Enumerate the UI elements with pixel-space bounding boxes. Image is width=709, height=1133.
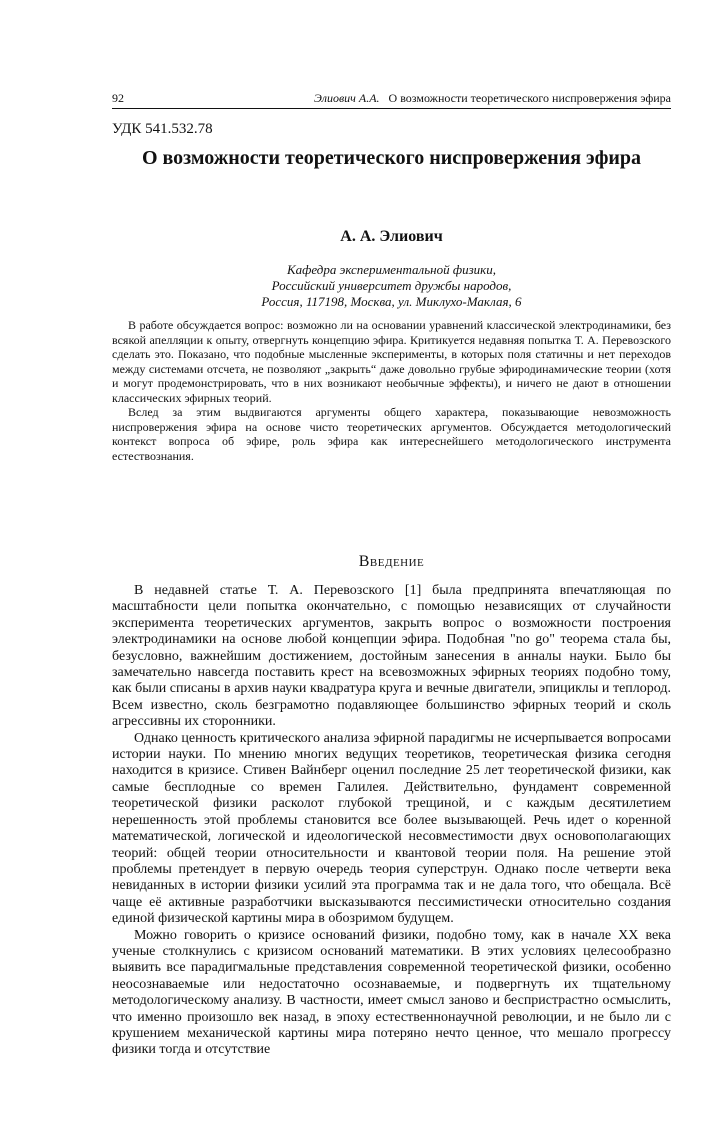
article-title: О возможности теоретического ниспровержения эфира [141, 147, 642, 169]
udc-code: УДК 541.532.78 [112, 121, 213, 137]
running-head [314, 91, 671, 106]
affiliation [112, 262, 671, 310]
affiliation-line: Российский университет дружбы народов, [271, 278, 512, 293]
body-paragraph: В недавней статье Т. А. Перевозского [1] была предпринята впечатляющая по масштабности цели попытка окончательно, с помощью независящих от случайности эксперимента теоретических аргументов, закрыть вопрос о возможности построения электродинамики на основе любой концепции эфира. Подобная "no go" теорема стала бы, безусловно, важнейшим достижением, достойным занесения в анналы науки. Было бы замечательно навсегда поставить крест на всевозможных эфирных теориях подобно тому, как были списаны в архив науки квадратура круга и вечные двигатели, эпициклы и теплород. Всем известно, сколь безграмотно подавляющее большинство эфирных теорий и сколь агрессивны их сторонники. [112, 583, 671, 730]
author-name: А. А. Элиович [340, 228, 443, 245]
running-title: О возможности теоретического ниспровержения эфира [388, 91, 671, 105]
running-author: Элиович А.А. [313, 91, 380, 105]
abstract-paragraph: В работе обсуждается вопрос: возможно ли на основании уравнений классической электродинамики, без всякой апелляции к опыту, отвергнуть концепцию эфира. Критикуется недавняя попытка Т. А. Перевозского сделать это. Показано, что подобные мысленные эксперименты, в которых поля статичны и нет переходов между системами отсчета, не позволяют „закрыть“ даже довольно грубые эфиродинамические теории (хотя и могут продемонстрировать, что в них возникают необычные эффекты), и ничего не дают в отношении классических эфирных теорий. [112, 318, 671, 405]
body-paragraph: Однако ценность критического анализа эфирной парадигмы не исчерпывается вопросами истории науки. По мнению многих ведущих теоретиков, теоретическая физика сегодня находится в кризисе. Стивен Вайнберг оценил последние 25 лет теоретической физики, как самые бесплодные со времен Галилея. Действительно, фундамент современной теоретической физики расколот глубокой трещиной, и с каждым десятилетием нерешенность этой проблемы становится все более вызывающей. Речь идет о коренной математической, логической и идеологической несовместимости двух основополагающих теорий: общей теории относительности и квантовой теории поля. На решение этой проблемы претендует в первую очередь теория суперструн. Однако после четверти века невиданных в истории физики усилий эта программа так и не дала того, что обещала. Всё чаще её активные разработчики высказываются пессимистически относительно создания единой физической картины мира в обозримом будущем. [112, 730, 671, 927]
running-header [112, 91, 671, 109]
affiliation-line: Кафедра экспериментальной физики, [287, 262, 496, 277]
affiliation-line: Россия, 117198, Москва, ул. Миклухо-Маклая, 6 [261, 294, 522, 309]
section-heading: Введение [358, 553, 425, 570]
abstract [112, 318, 671, 463]
abstract-paragraph: Вслед за этим выдвигаются аргументы общего характера, показывающие невозможность ниспровержения эфира на основе чисто теоретических аргументов. Обсуждается методологический контекст вопроса об эфире, роль эфира как интереснейшего методологического инструмента естествознания. [112, 405, 671, 463]
page-number: 92 [112, 91, 124, 105]
body-paragraph: Можно говорить о кризисе оснований физики, подобно тому, как в начале XX века ученые столкнулись с кризисом оснований математики. В этих условиях целесообразно выявить все парадигмальные представления современной теоретической физики, особенно неосознаваемые или недостаточно осознаваемые, и подвергнуть их тщательному методологическому анализу. В частности, имеет смысл заново и беспристрастно осмыслить, что именно произошло век назад, в эпоху естественнонаучной революции, и не было ли с крушением механической картины мира потеряно нечто ценное, что мешало прогрессу физики тогда и отсутствие [112, 927, 671, 1058]
body-text [112, 583, 671, 1059]
